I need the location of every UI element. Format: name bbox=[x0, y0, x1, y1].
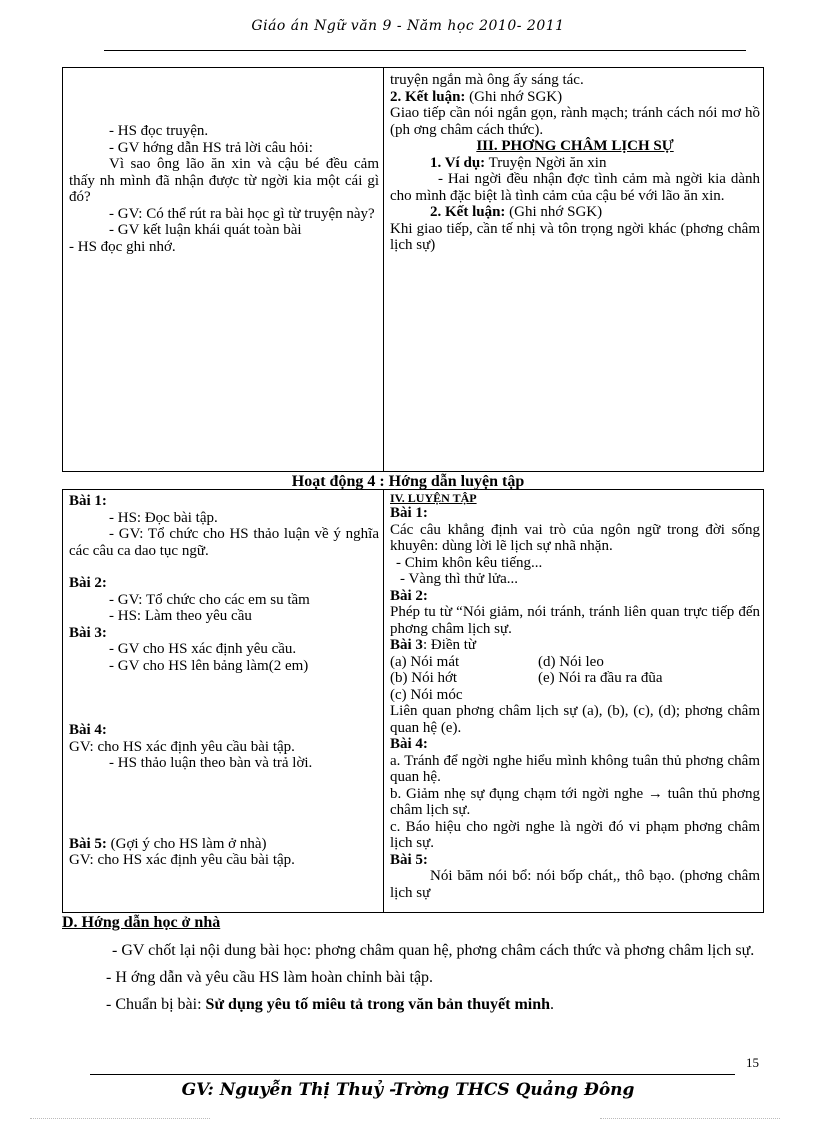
teacher-activities-column bbox=[69, 493, 379, 869]
footer-rule bbox=[90, 1074, 735, 1075]
text-line: - GV cho HS lên bảng làm(2 em) bbox=[109, 657, 309, 674]
lesson-table-1 bbox=[62, 67, 764, 472]
option-b: (b) Nói hớt bbox=[390, 670, 458, 686]
text-line: Khi giao tiếp, cần tế nhị và tôn trọng ngời khác (phơng châm lịch sự) bbox=[390, 220, 760, 253]
prep-prefix: - Chuẩn bị bài: bbox=[106, 996, 206, 1013]
bottom-dots bbox=[30, 1118, 210, 1119]
text-line: - Hai ngời đều nhận đợc tình cảm mà ngời kia dành cho mình đặc biệt là tình cảm của cậu bé với lão ăn xin. bbox=[390, 171, 760, 204]
exercise-label: Bài 1: bbox=[390, 505, 428, 521]
exercise-label: Bài 4: bbox=[390, 736, 428, 752]
option-d: (d) Nói leo bbox=[538, 653, 604, 670]
homework-title: D. Hớng dẫn học ở nhà bbox=[62, 914, 221, 931]
text-line: - GV: Tổ chức cho các em su tầm bbox=[109, 591, 310, 608]
option-a: (a) Nói mát bbox=[390, 653, 460, 670]
text-line: Phép tu từ “Nói giảm, nói tránh, tránh liên quan trực tiếp đến phơng châm lịch sự. bbox=[390, 604, 760, 637]
text-line: truyện ngắn mà ông ấy sáng tác. bbox=[390, 72, 584, 88]
lesson-table-2 bbox=[62, 489, 764, 913]
text-line: - GV hớng dẫn HS trả lời câu hỏi: bbox=[109, 139, 313, 156]
exercise-label: Bài 5: bbox=[390, 851, 428, 868]
text-line: - GV kết luận khái quát toàn bài bbox=[109, 222, 302, 238]
text-line: Nói băm nói bổ: nói bốp chát,, thô bạo. (phơng châm lịch sự bbox=[390, 868, 760, 901]
page-number: 15 bbox=[746, 1055, 759, 1070]
header-rule bbox=[104, 50, 746, 51]
text-line: Vì sao ông lão ăn xin và cậu bé đều cảm thấy nh mình đã nhận được từ ngời kia một cái gì đó? bbox=[69, 156, 379, 205]
text-line: - H ớng dẫn và yêu cầu HS làm hoàn chỉnh bài tập. bbox=[106, 969, 434, 986]
option-e: (e) Nói ra đầu ra đũa bbox=[538, 670, 663, 686]
text-line: Liên quan phơng châm lịch sự (a), (b), (c), (d); phơng châm quan hệ (e). bbox=[390, 703, 760, 736]
document-footer: GV: Nguyễn Thị Thuỷ -Trờng THCS Quảng Đông bbox=[181, 1080, 635, 1100]
exercise-label: Bài 3: bbox=[69, 624, 107, 641]
section-heading: IV. LUYỆN TẬP bbox=[390, 491, 477, 505]
list-item: - Chim khôn kêu tiếng... bbox=[396, 554, 543, 571]
text-line: - HS: Đọc bài tập. bbox=[109, 509, 218, 526]
prep-suffix: . bbox=[550, 996, 555, 1013]
example-label: 1. Ví dụ: bbox=[430, 154, 486, 171]
column-divider bbox=[383, 68, 384, 471]
text-line: - HS: Làm theo yêu cầu bbox=[109, 608, 252, 624]
text-line: a. Tránh để ngời nghe hiểu mình không tuân thủ phơng châm quan hệ. bbox=[390, 752, 760, 785]
text-line: - GV cho HS xác định yêu cầu. bbox=[109, 641, 297, 657]
bottom-dots bbox=[600, 1118, 780, 1119]
text-line: - HS đọc ghi nhớ. bbox=[69, 238, 176, 255]
conclusion-text: (Ghi nhớ SGK) bbox=[465, 88, 563, 105]
text-line: - GV chốt lại nội dung bài học: phơng châm quan hệ, phơng châm cách thức và phơng châm lịch sự. bbox=[112, 942, 755, 959]
example-text: Truyện Ngời ăn xin bbox=[485, 154, 607, 171]
conclusion-label: 2. Kết luận: bbox=[390, 88, 466, 105]
text-line: Giao tiếp cần nói ngắn gọn, rành mạch; tránh cách nói mơ hồ (ph ơng châm cách thức). bbox=[390, 105, 760, 138]
activity-heading: Hoạt động 4 : Hớng dẫn luyện tập bbox=[291, 473, 525, 490]
exercise-label: Bài 3 bbox=[390, 637, 423, 653]
text-line: c. Báo hiệu cho ngời nghe là ngời đó vi phạm phơng châm lịch sự. bbox=[390, 818, 760, 851]
text-line: - HS thảo luận theo bàn và trả lời. bbox=[109, 755, 313, 771]
text-line: GV: cho HS xác định yêu cầu bài tập. bbox=[69, 852, 295, 868]
text-line: GV: cho HS xác định yêu cầu bài tập. bbox=[69, 738, 295, 755]
text-line: - HS đọc truyện. bbox=[109, 123, 209, 139]
text-line: - GV: Có thể rút ra bài học gì từ truyện này? bbox=[109, 205, 375, 222]
conclusion-label: 2. Kết luận: bbox=[430, 204, 506, 220]
conclusion-line bbox=[390, 89, 760, 106]
exercise-label: Bài 4: bbox=[69, 722, 107, 738]
exercise-label: Bài 2: bbox=[69, 575, 107, 591]
exercise-label: Bài 2: bbox=[390, 587, 428, 604]
column-divider bbox=[383, 490, 384, 912]
text-line: b. Giảm nhẹ sự đụng chạm tới ngời nghe → tuân thủ phơng châm lịch sự. bbox=[390, 785, 760, 818]
option-c: (c) Nói móc bbox=[390, 686, 463, 703]
content-column bbox=[390, 72, 760, 254]
section-heading: III. PHƠNG CHÂM LỊCH SỰ bbox=[476, 138, 674, 154]
teacher-activities-column bbox=[69, 123, 379, 255]
homework-section bbox=[62, 910, 762, 1017]
text-line: Các câu khẳng định vai trò của ngôn ngữ trong đời sống khuyên: dùng lời lẽ lịch sự nhã nhặn. bbox=[390, 521, 760, 554]
list-item: - Vàng thì thử lửa... bbox=[400, 571, 519, 587]
exercise-instruction: : Điền từ bbox=[422, 637, 477, 653]
exercise-label: Bài 5: bbox=[69, 835, 107, 852]
document-header: Giáo án Ngữ văn 9 - Năm học 2010- 2011 bbox=[251, 18, 565, 34]
conclusion-text: (Ghi nhớ SGK) bbox=[505, 204, 603, 220]
prep-lesson-title: Sử dụng yêu tố miêu tả trong văn bản thuyết minh bbox=[205, 996, 551, 1013]
exercise-note: (Gợi ý cho HS làm ở nhà) bbox=[106, 835, 267, 852]
text-line: - GV: Tổ chức cho HS thảo luận về ý nghĩa các câu ca dao tục ngữ. bbox=[69, 526, 379, 559]
content-column bbox=[390, 491, 760, 901]
exercise-label: Bài 1: bbox=[69, 493, 107, 509]
